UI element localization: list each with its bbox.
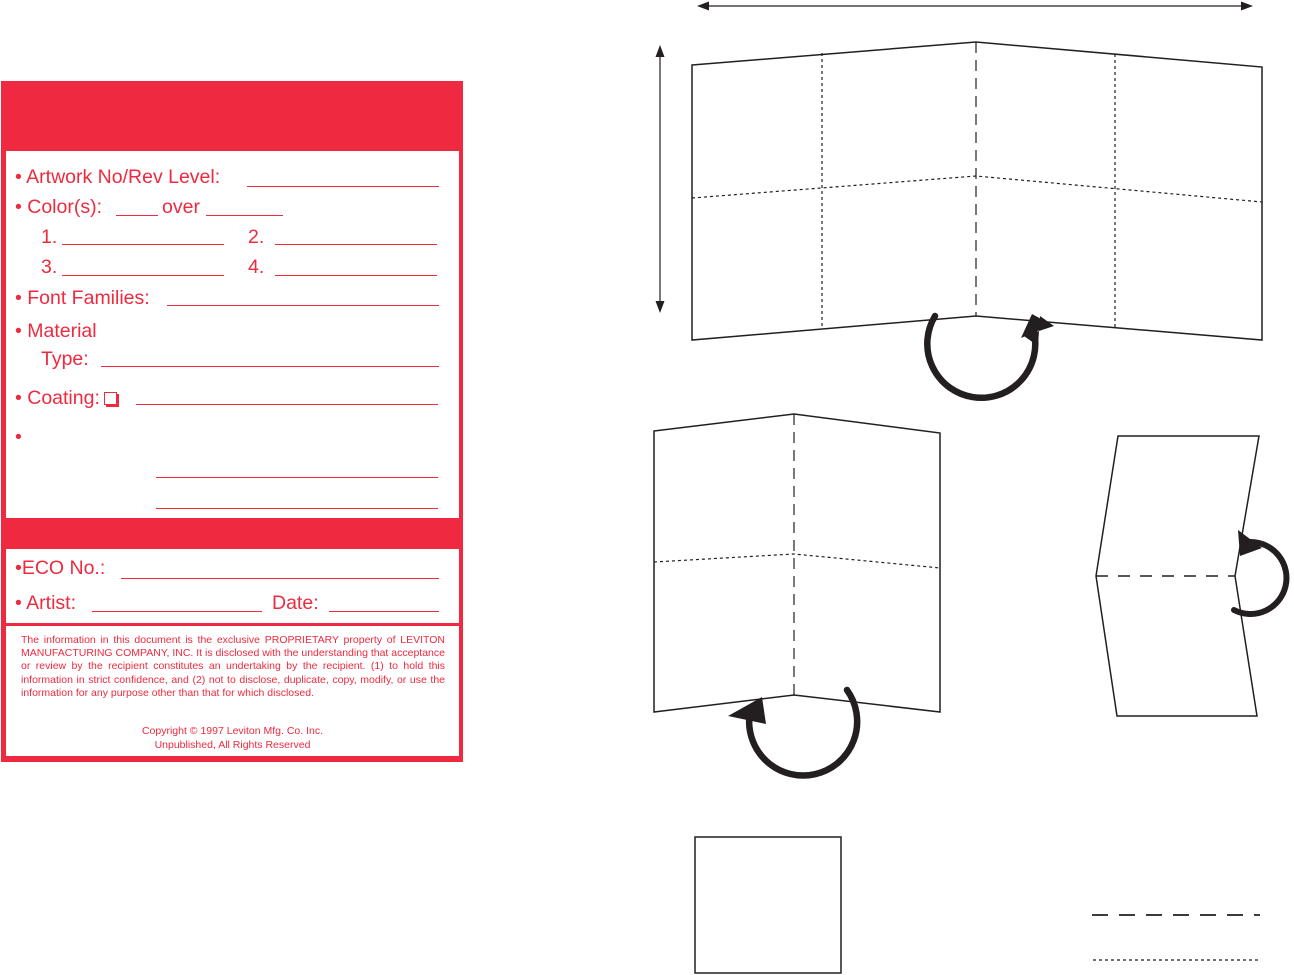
- quarter-folded-sheet: [1096, 436, 1259, 716]
- fold-rotation-arrow-3: [1234, 530, 1286, 614]
- height-dimension-arrow: [656, 45, 665, 313]
- width-dimension-arrow: [697, 2, 1253, 11]
- proprietary-notice: The information in this document is the exclusive PROPRIETARY property of LEVITON MANUFACTURING COMPANY, INC. It is disclosed with the understanding that acceptance or review by the recipient constitutes an undertaking by the recipient. (1) to hold this information in strict confidence, and (2) not to disclose, duplicate, copy, modify, or use the information for any purpose other than that for which disclosed.: [21, 634, 445, 699]
- color-4-label: 4.: [248, 256, 265, 278]
- color-3-label: 3.: [41, 256, 58, 278]
- fold-rotation-arrow-2: [728, 690, 857, 776]
- font-families-label: • Font Families:: [15, 287, 150, 309]
- unfolded-sheet: [692, 42, 1262, 340]
- eco-label: •ECO No.:: [15, 557, 106, 579]
- artwork-label: • Artwork No/Rev Level:: [15, 166, 221, 188]
- type-label: Type:: [41, 348, 89, 370]
- half-folded-sheet: [654, 414, 940, 712]
- colors-over-label: over: [162, 196, 200, 218]
- final-folded-square: [695, 837, 841, 973]
- color-2-label: 2.: [248, 226, 265, 248]
- fold-rotation-arrow-1: [927, 314, 1054, 398]
- copyright-line-2: Unpublished, All Rights Reserved: [154, 739, 311, 751]
- colors-label: • Color(s):: [15, 196, 102, 218]
- date-label: Date:: [272, 592, 319, 614]
- color-1-label: 1.: [41, 226, 58, 248]
- material-label: • Material: [15, 320, 97, 342]
- copyright-line-1: Copyright © 1997 Leviton Mfg. Co. Inc.: [141, 725, 324, 737]
- coating-label-text: • Coating:: [15, 387, 100, 409]
- artist-label: • Artist:: [15, 592, 77, 614]
- extra-bullet: •: [15, 426, 22, 448]
